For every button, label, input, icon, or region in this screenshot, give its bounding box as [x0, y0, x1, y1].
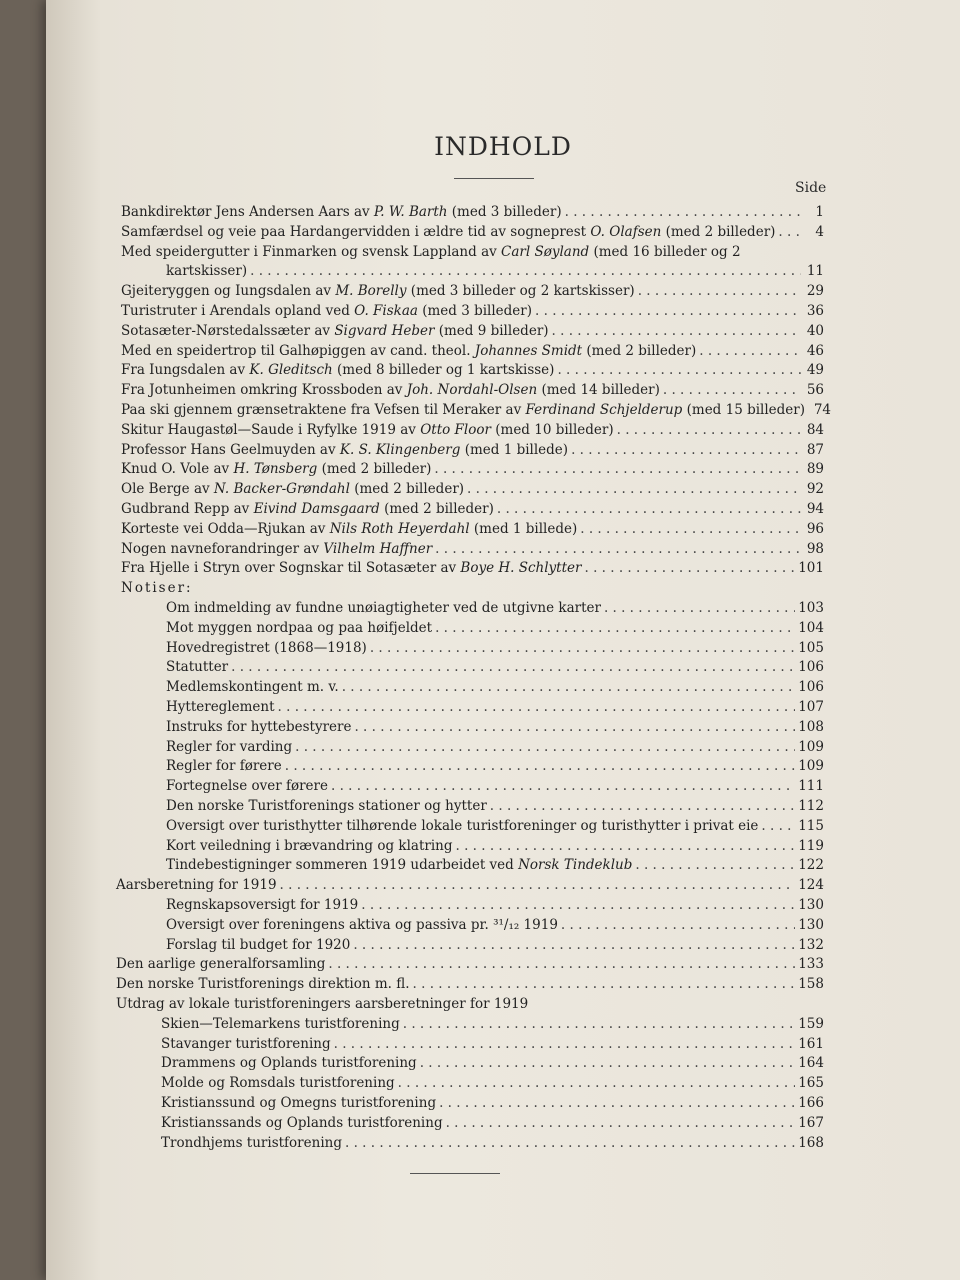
- page-number: 124: [798, 877, 824, 894]
- page-number: 166: [798, 1095, 824, 1111]
- toc-entry: [121, 282, 824, 300]
- toc-entry: [166, 698, 824, 716]
- toc-entry: [166, 678, 824, 696]
- page-number: 130: [798, 916, 824, 933]
- section-heading-utdrag: Utdrag av lokale turistforeningers aarsberetninger for 1919: [116, 996, 529, 1012]
- dot-leader: [345, 1134, 795, 1152]
- toc-entry-title: [166, 896, 358, 914]
- page-number: 112: [798, 798, 824, 814]
- dot-leader: [446, 1114, 796, 1132]
- toc-entry: [121, 342, 824, 360]
- toc-entry-text: Med speidergutter i Finmarken og svensk Lappland av: [121, 243, 502, 260]
- toc-entry-text: (med 3 billeder): [417, 303, 533, 319]
- toc-entry-title: [121, 361, 554, 379]
- page-number: 105: [798, 639, 824, 656]
- toc-entry-text: (med 2 billeder): [317, 461, 432, 478]
- toc-entry-title: [121, 322, 549, 340]
- toc-entry-author: Sigvard Heber: [334, 322, 435, 339]
- toc-entry-title: [166, 262, 247, 280]
- toc-entry-text: Den aarlige generalforsamling: [116, 956, 326, 973]
- toc-entry-text: Skitur Haugastøl—Saude i Ryfylke 1919 av: [121, 421, 421, 438]
- toc-entry-text: Korteste vei Odda—Rjukan av: [121, 520, 330, 537]
- toc-entry-text: Den norske Turistforenings stationer og hytter: [166, 798, 487, 814]
- toc-entry-title: [166, 599, 601, 617]
- dot-leader: [250, 262, 801, 280]
- toc-entry-text: Hyttereglement: [166, 699, 275, 715]
- page-number: 1: [815, 204, 824, 220]
- toc-entry: [166, 718, 824, 736]
- book-page: [46, 0, 960, 1280]
- toc-entry: [161, 1015, 824, 1033]
- toc-entry-text: Paa ski gjennem grænsetraktene fra Vefsen til Meraker av: [121, 402, 526, 418]
- toc-entry-text: (med 16 billeder og 2: [589, 243, 741, 260]
- dot-leader: [565, 203, 801, 221]
- page-number: 107: [798, 699, 824, 715]
- dot-leader: [535, 302, 801, 320]
- dot-leader: [403, 1015, 795, 1033]
- toc-entry-text: Medlemskontingent m. v.: [166, 679, 339, 696]
- page-number: 103: [798, 600, 824, 616]
- toc-entry: [121, 520, 824, 538]
- toc-entry-author: O. Olafsen: [590, 223, 662, 240]
- toc-entry-title: [121, 540, 432, 558]
- toc-entry-text: Om indmelding av fundne unøiagtigheter ved de utgivne karter: [166, 600, 601, 616]
- toc-entry-text: Drammens og Oplands turistforening: [161, 1055, 417, 1072]
- toc-entry: [116, 975, 824, 993]
- toc-entry-title: [166, 698, 275, 716]
- page-number: 165: [798, 1075, 824, 1092]
- toc-entry-author: Boye H. Schlytter: [460, 560, 582, 577]
- toc-entry-title: [166, 817, 758, 835]
- toc-entry-author: Nils Roth Heyerdahl: [329, 520, 470, 537]
- toc-entry-text: (med 15 billeder): [682, 402, 806, 418]
- toc-entry-text: (med 9 billeder): [434, 322, 549, 339]
- dot-leader: [552, 322, 801, 340]
- page-number: 36: [806, 303, 824, 319]
- toc-entry: [166, 777, 824, 795]
- toc-entry-title: [161, 1114, 443, 1132]
- toc-entry: [166, 936, 824, 954]
- toc-entry-title: [166, 916, 558, 934]
- page-number: 133: [798, 956, 824, 973]
- toc-entry-title: [116, 955, 325, 973]
- page-number: 161: [798, 1035, 824, 1052]
- page-number: 98: [806, 540, 824, 557]
- toc-entry-title: [121, 520, 577, 538]
- toc-entry-title: [121, 500, 494, 518]
- toc-entry: [166, 262, 824, 280]
- toc-entry: [161, 1094, 824, 1112]
- toc-entry: [166, 738, 824, 756]
- toc-entry-text: Trondhjems turistforening: [161, 1134, 342, 1151]
- dot-leader: [571, 441, 801, 459]
- toc-entry-text: (med 2 billeder): [379, 501, 494, 517]
- toc-entry: [121, 223, 824, 241]
- page-number: 56: [806, 382, 824, 399]
- toc-entry-text: (med 8 billeder og 1 kartskisse): [332, 362, 555, 379]
- toc-entry-text: Oversigt over turisthytter tilhørende lokale turistforeninger og turisthytter i privat eie: [166, 817, 759, 834]
- toc-entry-author: K. Gleditsch: [249, 362, 333, 379]
- toc-entry-text: Fra Hjelle i Stryn over Sognskar til Sotasæter av: [121, 560, 461, 577]
- page-number: 108: [798, 718, 824, 735]
- page-number: 158: [798, 976, 824, 993]
- toc-entry: [121, 302, 824, 320]
- toc-entry-title: [121, 460, 431, 478]
- toc-entry-title: [166, 936, 350, 954]
- dot-leader: [420, 1054, 796, 1072]
- page-number: 159: [798, 1015, 824, 1032]
- page-number: 11: [806, 263, 824, 280]
- dot-leader: [467, 480, 801, 498]
- dot-leader: [699, 342, 801, 360]
- toc-entry-text: (med 1 billede): [460, 441, 569, 458]
- toc-entry-text: Tindebestigninger sommeren 1919 udarbeidet ved: [166, 857, 519, 874]
- dot-leader: [490, 797, 795, 815]
- page-number: 92: [806, 481, 824, 498]
- page-number: 109: [798, 758, 824, 775]
- toc-entry-title: [166, 738, 292, 756]
- toc-entry: [166, 837, 824, 855]
- dot-leader: [334, 1035, 796, 1053]
- toc-entry-text: Hovedregistret (1868—1918): [166, 639, 367, 656]
- page-number: 104: [798, 619, 824, 636]
- toc-entry-text: Instruks for hyttebestyrere: [166, 718, 352, 735]
- page-number: 29: [806, 283, 824, 300]
- toc-entry: [161, 1035, 824, 1053]
- page-number: 84: [806, 421, 824, 438]
- dot-leader: [342, 678, 796, 696]
- toc-entry: [116, 955, 824, 973]
- toc-entry-text: Turistruter i Arendals opland ved: [121, 303, 355, 319]
- toc-entry-author: M. Borelly: [335, 283, 407, 300]
- toc-entry-title: [166, 718, 351, 736]
- dot-leader: [398, 1074, 796, 1092]
- toc-entry-title: [121, 203, 562, 221]
- toc-entry: [166, 757, 824, 775]
- dot-leader: [231, 658, 795, 676]
- toc-entry: [121, 203, 824, 221]
- dot-leader: [278, 698, 796, 716]
- toc-entry-text: Oversigt over foreningens aktiva og passiva pr. ³¹/₁₂ 1919: [166, 916, 558, 933]
- toc-entry-text: Mot myggen nordpaa og paa høifjeldet: [166, 619, 433, 636]
- dot-leader: [497, 500, 801, 518]
- toc-entry: [121, 480, 824, 498]
- toc-entry: [166, 599, 824, 617]
- page-number: 4: [815, 223, 824, 240]
- dot-leader: [638, 282, 801, 300]
- toc-entry-text: Knud O. Vole av: [121, 461, 234, 478]
- toc-entry-text: (med 2 billeder): [582, 342, 697, 359]
- toc-entry-title: [121, 480, 464, 498]
- toc-entry-text: Stavanger turistforening: [161, 1035, 331, 1052]
- page-number: 40: [806, 322, 824, 339]
- toc-entry-text: (med 1 billede): [469, 520, 578, 537]
- toc-entry-title: [121, 282, 635, 300]
- toc-entry: [161, 1074, 824, 1092]
- dot-leader: [617, 421, 801, 439]
- toc-entry-text: Statutter: [166, 659, 229, 676]
- toc-entry-title: [166, 797, 487, 815]
- page-number: 168: [798, 1134, 824, 1151]
- page-number: 167: [798, 1114, 824, 1131]
- dot-leader: [456, 837, 796, 855]
- toc-entry-text: Kristianssands og Oplands turistforening: [161, 1114, 443, 1131]
- dot-leader: [361, 896, 795, 914]
- page-number: 46: [806, 342, 824, 359]
- toc-entry-title: [121, 559, 581, 577]
- toc-entry-author: Otto Floor: [420, 421, 491, 438]
- page-number: 111: [798, 778, 824, 795]
- toc-entry: [121, 381, 824, 399]
- toc-entry-text: Fra Jotunheimen omkring Krossboden av: [121, 382, 407, 399]
- toc-entry: [121, 559, 824, 577]
- page-number: 94: [806, 501, 824, 517]
- page-title: INDHOLD: [434, 132, 572, 161]
- dot-leader: [561, 916, 795, 934]
- toc-entry-author: Johannes Smidt: [474, 342, 583, 359]
- page-number: 164: [798, 1055, 824, 1072]
- toc-entry: [166, 896, 824, 914]
- page-number: 109: [798, 738, 824, 755]
- toc-entry-text: Forslag til budget for 1920: [166, 936, 351, 953]
- toc-entry-title: [166, 856, 632, 874]
- dot-leader: [604, 599, 795, 617]
- toc-entry: [116, 876, 824, 894]
- toc-entry-text: Med en speidertrop til Galhøpiggen av cand. theol.: [121, 342, 475, 359]
- side-column-label: Side: [795, 180, 827, 196]
- dot-leader: [761, 817, 795, 835]
- toc-entry-text: Molde og Romsdals turistforening: [161, 1075, 395, 1092]
- toc-entry-title: [166, 777, 328, 795]
- toc-entry-title: [161, 1015, 400, 1033]
- toc-entry-text: Skien—Telemarkens turistforening: [161, 1015, 400, 1032]
- dot-leader: [580, 520, 801, 538]
- dot-leader: [434, 460, 801, 478]
- toc-entry-text: (med 3 billeder og 2 kartskisser): [406, 283, 635, 300]
- toc-entry-text: (med 14 billeder): [537, 382, 660, 399]
- toc-entry-text: (med 2 billeder): [661, 223, 776, 240]
- toc-entry-text: (med 3 billeder): [447, 204, 562, 220]
- toc-entry-title: [121, 421, 614, 439]
- toc-entry-title: [121, 401, 805, 419]
- page-number: 74: [813, 402, 832, 418]
- toc-entry-text: Fortegnelse over førere: [166, 778, 328, 795]
- toc-entry-title: [116, 876, 277, 894]
- toc-entry-text: Fra Iungsdalen av: [121, 362, 250, 379]
- toc-entry-text: Kort veiledning i brævandring og klatring: [166, 837, 453, 854]
- toc-entry-title: [161, 1134, 342, 1152]
- page-number: 122: [798, 857, 824, 874]
- toc-entry: [121, 361, 824, 379]
- toc-entry: [121, 322, 824, 340]
- page-number: 119: [798, 837, 824, 854]
- dot-leader: [584, 559, 795, 577]
- page-number: 106: [798, 659, 824, 676]
- toc-entry-text: Regler for varding: [166, 738, 293, 755]
- toc-entry: [161, 1114, 824, 1132]
- toc-entry: [121, 421, 824, 439]
- dot-leader: [285, 757, 795, 775]
- toc-entry: [166, 916, 824, 934]
- toc-entry: [121, 460, 824, 478]
- toc-entry-title: [161, 1035, 331, 1053]
- toc-entry: [121, 441, 824, 459]
- page-number: 49: [806, 362, 824, 379]
- toc-entry-title: [161, 1074, 395, 1092]
- toc-entry-text: Nogen navneforandringer av: [121, 540, 324, 557]
- toc-entry-author: Carl Søyland: [501, 243, 590, 260]
- toc-entry: [161, 1054, 824, 1072]
- dot-leader: [328, 955, 795, 973]
- dot-leader: [295, 738, 795, 756]
- page-number: 130: [798, 897, 824, 913]
- dot-leader: [331, 777, 795, 795]
- toc-entry-text: Den norske Turistforenings direktion m. fl.: [116, 976, 410, 993]
- toc-entry-text: Bankdirektør Jens Andersen Aars av: [121, 204, 374, 220]
- dot-leader: [370, 639, 795, 657]
- toc-entry-author: Eivind Damsgaard: [253, 501, 380, 517]
- dot-leader: [778, 223, 801, 241]
- toc-entry-text: Regler for førere: [166, 758, 282, 775]
- toc-entry: [121, 500, 824, 518]
- toc-entry: [121, 540, 824, 558]
- toc-entry-title: [121, 302, 532, 320]
- toc-entry-title: [121, 381, 660, 399]
- page-number: 89: [806, 461, 824, 478]
- toc-entry-text: Regnskapsoversigt for 1919: [166, 897, 359, 913]
- toc-entry-title: [166, 639, 367, 657]
- toc-entry: [166, 797, 824, 815]
- toc-entry: [121, 401, 832, 419]
- toc-entry-text: kartskisser): [166, 263, 248, 280]
- toc-entry-title: [166, 757, 282, 775]
- toc-entry: [166, 639, 824, 657]
- page-number: 87: [806, 441, 824, 458]
- dot-leader: [435, 540, 801, 558]
- toc-entry-author: P. W. Barth: [373, 204, 448, 220]
- dot-leader: [439, 1094, 795, 1112]
- table-of-contents: [46, 0, 960, 1280]
- toc-entry-title: [121, 342, 696, 360]
- toc-entry-title: [161, 1094, 436, 1112]
- toc-entry-text: Kristianssund og Omegns turistforening: [161, 1095, 437, 1111]
- page-number: 101: [798, 560, 824, 577]
- toc-entry-author: O. Fiskaa: [354, 303, 418, 319]
- toc-entry-title: [121, 223, 775, 241]
- toc-entry-title: [166, 658, 228, 676]
- toc-entry-title: [161, 1054, 417, 1072]
- dot-leader: [413, 975, 796, 993]
- dot-leader: [354, 718, 795, 736]
- toc-entry: [161, 1134, 824, 1152]
- toc-entry: [121, 243, 824, 261]
- toc-entry-text: Samfærdsel og veie paa Hardangervidden i ældre tid av sogneprest: [121, 223, 591, 240]
- toc-entry-text: Gjeiteryggen og Iungsdalen av: [121, 283, 336, 300]
- toc-entry-text: (med 10 billeder): [490, 421, 614, 438]
- toc-entry-author: Norsk Tindeklub: [518, 857, 633, 874]
- toc-entry-title: [116, 975, 410, 993]
- toc-entry: [166, 817, 824, 835]
- dot-leader: [280, 876, 796, 894]
- toc-entry-title: [121, 243, 741, 261]
- dot-leader: [663, 381, 801, 399]
- toc-entry-text: Professor Hans Geelmuyden av: [121, 441, 340, 458]
- page-number: 96: [806, 520, 824, 537]
- toc-entry-title: [166, 678, 339, 696]
- toc-entry-text: Gudbrand Repp av: [121, 501, 254, 517]
- dot-leader: [435, 619, 795, 637]
- toc-entry-author: H. Tønsberg: [233, 461, 318, 478]
- toc-entry-title: [166, 619, 432, 637]
- closing-rule: [410, 1173, 500, 1174]
- toc-entry-title: [121, 441, 568, 459]
- page-number: 115: [798, 817, 824, 834]
- section-heading-notiser: Notiser:: [121, 580, 193, 597]
- toc-entry: [166, 856, 824, 874]
- toc-entry-title: [166, 837, 453, 855]
- page-number: 132: [798, 936, 824, 953]
- dot-leader: [635, 856, 795, 874]
- dot-leader: [557, 361, 801, 379]
- toc-entry-author: Joh. Nordahl-Olsen: [406, 382, 538, 399]
- page-number: 106: [798, 679, 824, 696]
- toc-entry: [166, 619, 824, 637]
- toc-entry-author: K. S. Klingenberg: [339, 441, 461, 458]
- dot-leader: [353, 936, 795, 954]
- toc-entry-author: Ferdinand Schjelderup: [525, 402, 683, 418]
- toc-entry-text: Ole Berge av: [121, 481, 214, 498]
- toc-entry: [166, 658, 824, 676]
- toc-entry-author: N. Backer-Grøndahl: [213, 481, 350, 498]
- toc-entry-text: (med 2 billeder): [349, 481, 465, 498]
- toc-entry-text: Sotasæter-Nørstedalssæter av: [121, 322, 335, 339]
- toc-entry-author: Vilhelm Haffner: [323, 540, 433, 557]
- toc-entry-text: Aarsberetning for 1919: [116, 877, 277, 894]
